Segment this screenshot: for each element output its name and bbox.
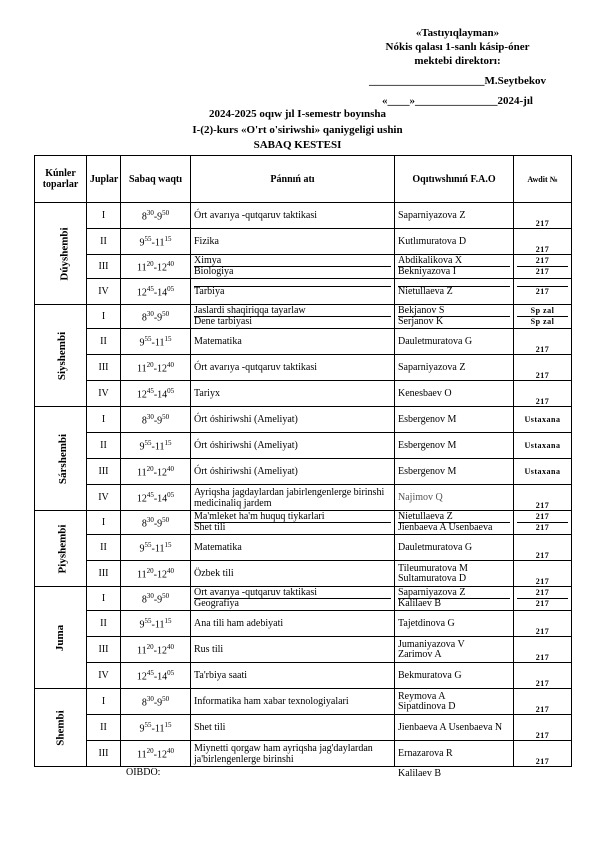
room-number-cell (514, 433, 572, 459)
subject-name-cell (191, 407, 395, 433)
room-number-cell (514, 689, 572, 715)
subject-name: Ayriqsha jagdaylardan jabirlengenlerge birinshi medicinaliq jardem (194, 486, 385, 509)
room-number: 217 (535, 267, 550, 276)
subject-name: Shet tili (194, 522, 226, 533)
lesson-time: $8^{30}-9^{50}$ (121, 511, 191, 535)
room-number: 217 (535, 501, 550, 510)
lesson-time: $11^{20}-12^{40}$ (121, 637, 191, 663)
teacher-name-cell (395, 715, 514, 741)
room-number: 217 (535, 345, 550, 354)
table-row (35, 637, 572, 663)
teacher-name-cell (395, 741, 514, 767)
approval-line-1: Nókis qalası 1-sanlı kásip-óner (385, 41, 530, 53)
subject-name: Matematika (194, 542, 242, 553)
teacher-name-cell (395, 279, 514, 305)
approval-line-2: mektebi direktorı: (414, 55, 501, 67)
col-header-time: Sabaq waqtı (121, 156, 191, 203)
lesson-time: $12^{45}-14^{05}$ (121, 381, 191, 407)
room-number-cell (514, 741, 572, 767)
pair-number: I (87, 511, 121, 535)
day-name-cell (35, 305, 87, 407)
room-number: 217 (535, 627, 550, 636)
footer-name: Kalilaev B (398, 768, 442, 779)
table-row (35, 305, 572, 329)
subject-name: Biologiya (194, 266, 234, 277)
subject-name-cell (191, 741, 395, 767)
subject-name-cell (191, 203, 395, 229)
room-number: 217 (517, 256, 568, 267)
room-number-cell (514, 663, 572, 689)
teacher-name-cell (395, 663, 514, 689)
room-number: 217 (535, 523, 550, 532)
lesson-time: $12^{45}-14^{05}$ (121, 485, 191, 511)
lesson-time: $12^{45}-14^{05}$ (121, 663, 191, 689)
lesson-time: $11^{20}-12^{40}$ (121, 255, 191, 279)
subject-name-cell (191, 459, 395, 485)
teacher-name-cell (395, 485, 514, 511)
approval-title: «Tastıyıqlayman» (415, 27, 500, 39)
teacher-name: Bekniyazova I (398, 266, 457, 277)
table-row (35, 203, 572, 229)
pair-number: I (87, 587, 121, 611)
teacher-name-cell (395, 433, 514, 459)
pair-number: III (87, 355, 121, 381)
subject-name-cell (191, 689, 395, 715)
subject-name: Órt avarıya -qutqaruv taktikasi (194, 362, 318, 373)
teacher-name-cell (395, 459, 514, 485)
room-number-cell (514, 587, 572, 611)
teacher-name: Dauletmuratova G (398, 542, 473, 553)
room-number-cell (514, 381, 572, 407)
pair-number: IV (87, 279, 121, 305)
subject-name: Ta'rbiya saati (194, 670, 248, 681)
lesson-time: $11^{20}-12^{40}$ (121, 459, 191, 485)
teacher-name-cell (395, 255, 514, 279)
pair-number: III (87, 741, 121, 767)
day-name-cell (35, 203, 87, 305)
room-number: 217 (535, 653, 550, 662)
day-name: Dúyshembi (58, 226, 71, 281)
lesson-time: $12^{45}-14^{05}$ (121, 279, 191, 305)
col-header-subject: Pánnıń atı (191, 156, 395, 203)
subject-name: Rus tili (194, 644, 224, 655)
day-name: Piyshembi (56, 524, 69, 573)
day-name: Siyshembi (56, 331, 69, 380)
room-number-cell (514, 203, 572, 229)
room-number: Sp zal (530, 317, 555, 326)
teacher-name: Serjanov K (398, 316, 444, 327)
teacher-name: Kutlımuratova D (398, 236, 467, 247)
subject-name-cell (191, 485, 395, 511)
subject-name: Matematika (194, 336, 242, 347)
teacher-name: Saparniyazova Z (398, 588, 510, 599)
pair-number: III (87, 255, 121, 279)
pair-number: IV (87, 663, 121, 689)
day-name: Sárshembi (57, 433, 70, 484)
subject-name: Órt óshiriwshi (Ameliyat) (194, 414, 298, 425)
subject-name: Ximya (194, 256, 391, 267)
teacher-name-cell (395, 637, 514, 663)
subject-name: Órt avarıya -qutqaruv taktikasi (194, 588, 391, 599)
header-line-1: 2024-2025 oqıw jıl I-semestr boyınsha (208, 108, 387, 120)
pair-number: II (87, 611, 121, 637)
teacher-name-cell (395, 329, 514, 355)
approval-signature-line: _____________________M.Seytbekov (369, 75, 546, 87)
lesson-time: $9^{55}-11^{15}$ (121, 611, 191, 637)
teacher-name: Esbergenov M (398, 466, 457, 477)
room-number-cell (514, 329, 572, 355)
subject-name: Fizika (194, 236, 219, 247)
day-name-cell (35, 511, 87, 587)
day-name: Shembi (54, 709, 67, 746)
room-number-cell (514, 255, 572, 279)
subject-name-cell (191, 611, 395, 637)
subject-name-cell (191, 433, 395, 459)
room-number-cell (514, 637, 572, 663)
subject-name-cell (191, 279, 395, 305)
room-number-cell (514, 511, 572, 535)
subject-name-cell (191, 561, 395, 587)
subject-name: Geografiya (194, 598, 239, 609)
pair-number: I (87, 203, 121, 229)
teacher-name: Kenesbaev O (398, 388, 452, 399)
approval-date-line: «____»_______________2024-jıl (382, 95, 533, 107)
teacher-name-cell (395, 229, 514, 255)
page-title: SABAQ KESTESI (253, 139, 342, 151)
teacher-name-cell (395, 587, 514, 611)
subject-name: Órt avarıya -qutqaruv taktikasi (194, 210, 318, 221)
day-name-cell (35, 689, 87, 767)
teacher-name: Sultamuratova D (398, 572, 467, 584)
table-row (35, 663, 572, 689)
teacher-name-cell (395, 511, 514, 535)
subject-name-cell (191, 255, 395, 279)
pair-number: I (87, 689, 121, 715)
table-header-row (35, 156, 572, 203)
subject-name-cell (191, 587, 395, 611)
teacher-name: Jienbaeva A Usenbaeva N (398, 722, 503, 733)
room-number: Ustaxana (524, 467, 561, 476)
col-header-teacher: Oqıtıwshınıń F.A.O (395, 156, 514, 203)
teacher-name: Ernazarova R (398, 748, 453, 759)
subject-name-cell (191, 511, 395, 535)
subject-name: Órt óshiriwshi (Ameliyat) (194, 440, 298, 451)
room-number-cell (514, 407, 572, 433)
room-number: 217 (517, 512, 568, 523)
teacher-name: Tileumuratova M (398, 562, 468, 574)
room-number: 217 (535, 287, 550, 296)
table-row (35, 229, 572, 255)
teacher-name: Nietullaeva Z (398, 512, 510, 523)
room-number-cell (514, 485, 572, 511)
pair-number: IV (87, 381, 121, 407)
room-number-cell (514, 229, 572, 255)
teacher-name: Tajetdinova G (398, 618, 455, 629)
teacher-name: Saparniyazova Z (398, 362, 466, 373)
room-number-cell (514, 305, 572, 329)
lesson-time: $11^{20}-12^{40}$ (121, 561, 191, 587)
lesson-time: $8^{30}-9^{50}$ (121, 203, 191, 229)
footer-label: OIBDO: (126, 767, 161, 778)
teacher-name: Reymova A (398, 690, 446, 702)
pair-number: III (87, 459, 121, 485)
teacher-name-cell (395, 689, 514, 715)
lesson-time: $9^{55}-11^{15}$ (121, 329, 191, 355)
subject-name-cell (191, 229, 395, 255)
subject-name-cell (191, 637, 395, 663)
room-number: 217 (535, 371, 550, 380)
room-number-cell (514, 715, 572, 741)
day-name-cell (35, 587, 87, 689)
subject-name: Dene tarbiyasi (194, 316, 253, 327)
approval-block (330, 26, 585, 108)
table-row (35, 433, 572, 459)
room-number-cell (514, 279, 572, 305)
teacher-name: Bekjanov S (398, 306, 510, 317)
subject-name: Ma'mleket ha'm huquq tiykarlari (194, 512, 391, 523)
table-row (35, 715, 572, 741)
room-number: 217 (517, 588, 568, 599)
table-row (35, 561, 572, 587)
pair-number: I (87, 407, 121, 433)
teacher-name: Najimov Q (398, 492, 443, 503)
room-number-cell (514, 459, 572, 485)
subject-name: Shet tili (194, 722, 226, 733)
teacher-name-cell (395, 355, 514, 381)
room-number: 217 (535, 219, 550, 228)
pair-number: II (87, 433, 121, 459)
teacher-name: Sipatdinova D (398, 700, 456, 712)
table-row (35, 329, 572, 355)
subject-name: Özbek tili (194, 568, 234, 579)
teacher-name: Saparniyazova Z (398, 210, 466, 221)
room-number: 217 (535, 705, 550, 714)
room-number: Ustaxana (524, 415, 561, 424)
room-number-cell (514, 611, 572, 637)
subject-name: Tarbiya (194, 286, 225, 297)
table-row (35, 535, 572, 561)
table-row (35, 587, 572, 611)
room-number: 217 (535, 599, 550, 608)
lesson-time: $9^{55}-11^{15}$ (121, 229, 191, 255)
teacher-name-cell (395, 561, 514, 587)
teacher-name: Bekmuratova G (398, 670, 462, 681)
pair-number: III (87, 637, 121, 663)
lesson-time: $9^{55}-11^{15}$ (121, 433, 191, 459)
room-number-cell (514, 535, 572, 561)
teacher-name-cell (395, 611, 514, 637)
col-header-days: Kúnler toparlar (35, 156, 87, 203)
table-row (35, 485, 572, 511)
table-row (35, 689, 572, 715)
teacher-name: Esbergenov M (398, 440, 457, 451)
lesson-time: $9^{55}-11^{15}$ (121, 535, 191, 561)
room-number: Sp zal (517, 306, 568, 317)
table-row (35, 741, 572, 767)
lesson-time: $8^{30}-9^{50}$ (121, 587, 191, 611)
table-row (35, 511, 572, 535)
subject-name-cell (191, 381, 395, 407)
lesson-time: $9^{55}-11^{15}$ (121, 715, 191, 741)
subject-name: Órt óshiriwshi (Ameliyat) (194, 466, 298, 477)
col-header-room: Awdit № (514, 156, 572, 203)
room-number: 217 (535, 397, 550, 406)
table-row (35, 355, 572, 381)
pair-number: I (87, 305, 121, 329)
table-row (35, 279, 572, 305)
day-name: Juma (54, 624, 67, 651)
subject-name-cell (191, 329, 395, 355)
teacher-name: Jienbaeva A Usenbaeva (398, 522, 493, 533)
schedule-table (34, 155, 572, 767)
subject-name-cell (191, 663, 395, 689)
teacher-name: Kalilaev B (398, 598, 442, 609)
room-number: 217 (535, 577, 550, 586)
teacher-name-cell (395, 407, 514, 433)
lesson-time: $8^{30}-9^{50}$ (121, 689, 191, 715)
teacher-name-cell (395, 535, 514, 561)
lesson-time: $11^{20}-12^{40}$ (121, 355, 191, 381)
pair-number: II (87, 329, 121, 355)
teacher-name-cell (395, 381, 514, 407)
teacher-name-cell (395, 203, 514, 229)
subject-name: Tariyx (194, 388, 220, 399)
room-number: 217 (535, 757, 550, 766)
teacher-name: Jumaniyazova V (398, 638, 465, 650)
table-row (35, 407, 572, 433)
lesson-time: $11^{20}-12^{40}$ (121, 741, 191, 767)
pair-number: II (87, 715, 121, 741)
subject-name: Informatika ham xabar texnologiyalari (194, 696, 349, 707)
subject-name: Ana tili ham adebiyati (194, 618, 284, 629)
room-number: 217 (535, 551, 550, 560)
header-line-2: I-(2)-kurs «O'rt o'siriwshi» qaniygeligi ushin (192, 124, 403, 136)
room-number: 217 (535, 731, 550, 740)
teacher-name: Esbergenov M (398, 414, 457, 425)
table-row (35, 255, 572, 279)
pair-number: II (87, 535, 121, 561)
pair-number: III (87, 561, 121, 587)
subject-name: Miynetti qorgaw ham ayriqsha jag'daylardan ja'birlengenlerge birinshi (194, 742, 373, 765)
room-number: Ustaxana (524, 441, 561, 450)
subject-name: Jaslardi shaqiriqqa tayarlaw (194, 306, 391, 317)
pair-number: II (87, 229, 121, 255)
subject-name-cell (191, 535, 395, 561)
subject-name-cell (191, 715, 395, 741)
day-name-cell (35, 407, 87, 511)
teacher-name: Zarimov A (398, 648, 442, 660)
teacher-name: Abdikalikova X (398, 256, 510, 267)
subject-name-cell (191, 305, 395, 329)
teacher-name: Dauletmuratova G (398, 336, 473, 347)
room-number: 217 (535, 245, 550, 254)
room-number-cell (514, 355, 572, 381)
table-row (35, 459, 572, 485)
room-number-cell (514, 561, 572, 587)
teacher-name: Nietullaeva Z (398, 286, 453, 297)
room-number: 217 (535, 679, 550, 688)
pair-number: IV (87, 485, 121, 511)
subject-name-cell (191, 355, 395, 381)
lesson-time: $8^{30}-9^{50}$ (121, 407, 191, 433)
teacher-name-cell (395, 305, 514, 329)
lesson-time: $8^{30}-9^{50}$ (121, 305, 191, 329)
table-row (35, 381, 572, 407)
col-header-pairs: Juplar (87, 156, 121, 203)
table-row (35, 611, 572, 637)
